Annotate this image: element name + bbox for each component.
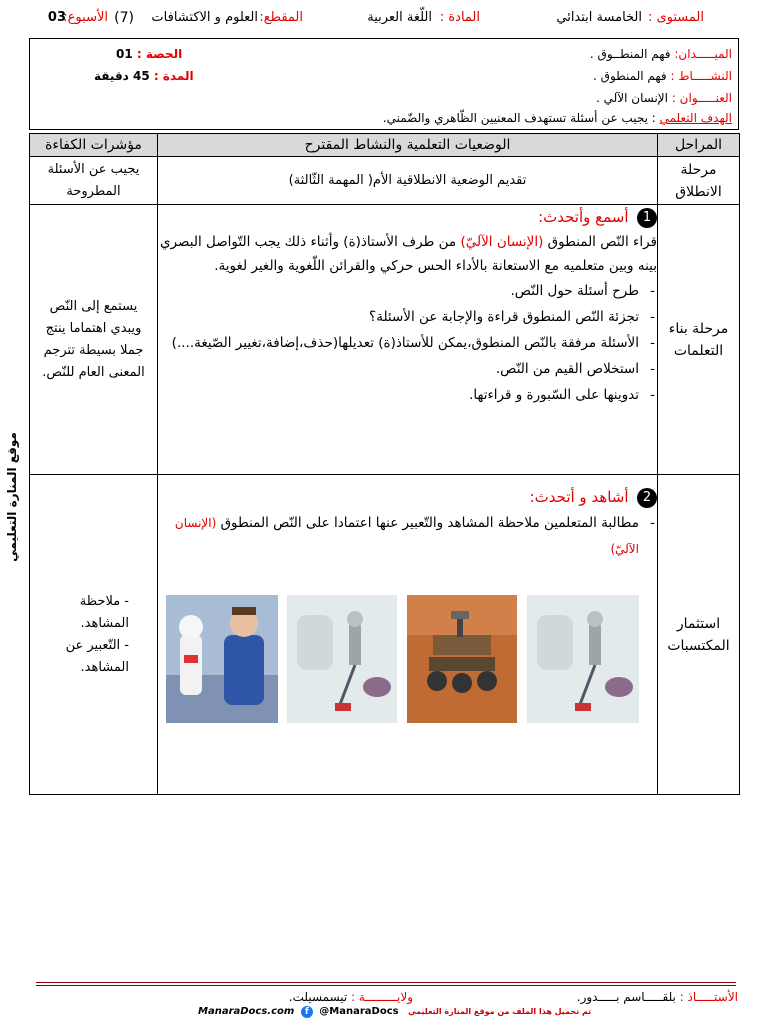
number-badge-icon: 1 <box>637 208 657 228</box>
download-note: تم تحميل هذا الملف من موقع المنارة التعليمي <box>408 1007 592 1016</box>
mars-rover-photo <box>407 595 517 723</box>
robot-vacuum-illustration <box>287 595 397 723</box>
list-item: - تجزئة النّص المنطوق قراءة والإجابة عن الأسئلة؟ <box>158 304 639 330</box>
week-value: 03 <box>47 10 66 25</box>
footer-rule <box>36 985 736 986</box>
lesson-info-box <box>29 38 739 130</box>
list-item <box>158 510 639 562</box>
bullet-text: مطالبة المتعلمين ملاحظة المشاهد والتّعبير عنها اعتمادا على النّص المنطوق <box>220 515 639 531</box>
state-info <box>289 990 413 1004</box>
state-value: تيسمسيلت. <box>288 990 348 1004</box>
stage-cell: مرحلة الانطلاق <box>658 157 740 205</box>
subject-label: المادة : <box>439 10 480 25</box>
session-label: الحصة : <box>136 47 183 61</box>
indicator-cell <box>30 475 158 795</box>
section-heading <box>158 485 657 510</box>
footer-rule <box>36 982 736 983</box>
list-item: - الأسئلة مرفقة بالنّص المنطوق،يمكن للأستاذ(ة) تعديلها(حذف،إضافة،تغيير الصّيغة....) <box>158 330 639 356</box>
list-item: - طرح أسئلة حول النّص. <box>158 278 639 304</box>
watermark-text: موقع المنارة التعليمي <box>5 432 19 562</box>
table-row <box>30 157 740 205</box>
paragraph-highlight: (الإنسان الآليّ) <box>460 234 544 250</box>
heading-text: أسمع وأتحدث: <box>538 208 629 226</box>
number-badge-icon: 2 <box>637 488 657 508</box>
subject-value: اللّغة العربية <box>367 10 432 25</box>
robot-child-photo <box>166 595 278 723</box>
teacher-value: بلقـــــاسم بـــــدور. <box>576 990 676 1004</box>
session-row <box>116 47 182 61</box>
bullet-list <box>158 510 657 562</box>
table-header-row <box>30 134 740 157</box>
paragraph-part: قراء النّص المنطوق <box>547 234 657 250</box>
list-item: - تدوينها على السّبورة و قراءتها. <box>158 382 639 408</box>
indicator-list <box>38 591 149 679</box>
heading-text: أشاهد و أتحدث: <box>529 488 629 506</box>
week-label: الأسبوع: <box>63 10 108 25</box>
state-label: ولايـــــــــة : <box>351 990 413 1004</box>
list-item: - التّعبير عن المشاهد. <box>65 637 129 675</box>
col-header-indicators: مؤشرات الكفاءة <box>30 134 158 157</box>
indicator-cell: يستمع إلى النّص ويبدي اهتماما ينتج جملا بسيطة تترجم المعنى العام للنّص. <box>30 205 158 475</box>
bullet-list <box>158 278 657 408</box>
table-row <box>30 205 740 475</box>
social-handle[interactable]: @ManaraDocs <box>319 1006 399 1017</box>
activity-row <box>593 69 732 83</box>
footer-links <box>198 1006 591 1018</box>
unit-number: (7) <box>114 10 134 26</box>
list-item: - ملاحظة المشاهد. <box>79 593 129 631</box>
duration-label: المدة : <box>153 69 194 83</box>
field-value: فهم المنطــوق . <box>589 47 671 61</box>
unit-value: العلوم و الاكتشافات <box>151 10 258 25</box>
title-label: العنـــــوان : <box>671 91 732 105</box>
level-value: الخامسة ابتدائي <box>556 10 642 25</box>
title-row <box>596 91 732 105</box>
paragraph <box>158 230 657 278</box>
level-label: المستوى : <box>647 10 704 25</box>
site-link[interactable]: ManaraDocs.com <box>198 1006 295 1017</box>
document-header <box>30 10 738 32</box>
paragraph-part: من طرف الأستاذ(ة) وأثناء ذلك يجب التّواصل البصري بينه وبين متعلميه مع الاستعانة بالأداء الحس حركي والقرائن اللّغوية والغير لغوية. <box>160 234 657 274</box>
duration-value: 45 دقيقة <box>94 69 150 83</box>
stage-cell: استثمار المكتسبات <box>658 475 740 795</box>
field-label: الميـــــدان: <box>674 47 732 61</box>
teacher-label: الأستـــــاذ : <box>679 990 738 1004</box>
activity-label: النشـــــاط : <box>670 69 732 83</box>
duration-row <box>94 69 194 83</box>
section-heading <box>158 205 657 230</box>
teacher-info <box>577 990 738 1004</box>
unit-label: المقطع: <box>259 10 303 25</box>
objective-label: الهدف التعلمي <box>659 111 732 125</box>
facebook-icon[interactable]: f <box>301 1006 313 1018</box>
title-value: الإنسان الآلي . <box>596 91 668 105</box>
content-cell: تقديم الوضعية الانطلاقية الأم( المهمة الثّالثة) <box>158 157 658 205</box>
objective-value: : يجيب عن أسئلة تستهدف المعنيين الظّاهري والضّمني. <box>382 111 656 125</box>
list-item: - استخلاص القيم من النّص. <box>158 356 639 382</box>
indicator-cell: يجيب عن الأسئلة المطروحة <box>30 157 158 205</box>
indicator-text: التّعبير عن المشاهد. <box>65 637 129 675</box>
col-header-situations: الوضعيات التعلمية والنشاط المقترح <box>158 134 658 157</box>
col-header-stages: المراحل <box>658 134 740 157</box>
activity-value: فهم المنطوق . <box>593 69 667 83</box>
session-value: 01 <box>116 47 133 61</box>
robot-vacuum-illustration-2 <box>527 595 639 723</box>
objective-row <box>383 111 732 125</box>
bullet-highlight: (الإنسان الآليّ) <box>174 516 639 556</box>
indicator-text: ملاحظة المشاهد. <box>79 593 129 631</box>
site-watermark <box>2 420 24 580</box>
stage-cell: مرحلة بناء التعلمات <box>658 205 740 475</box>
field-row <box>590 47 732 61</box>
content-cell <box>158 205 658 475</box>
